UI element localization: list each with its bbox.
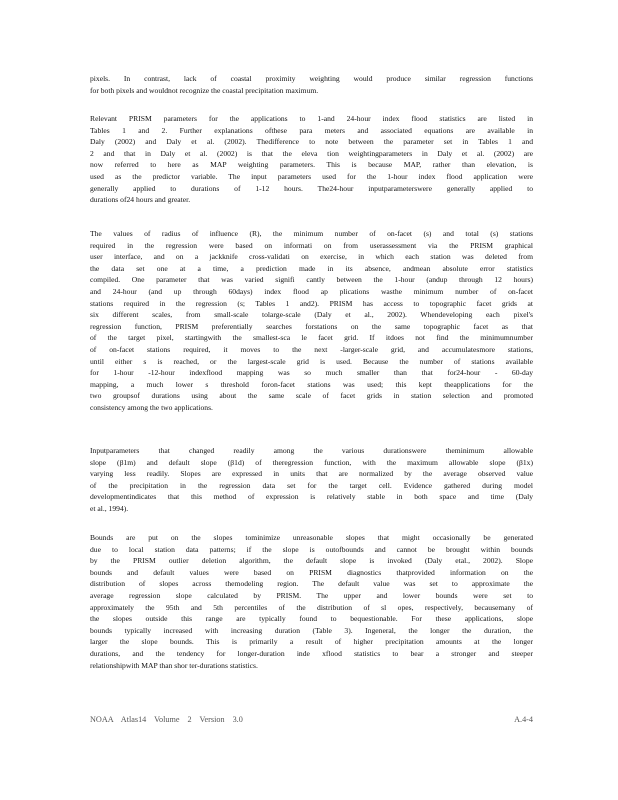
paragraph-text bbox=[90, 445, 533, 515]
text-line: the data set one at a time, a prediction made in its absence, andmean absolute error statistics bbox=[90, 263, 533, 273]
text-line: used as the predictor variable. The input parameters used for the 1-hour index flood application were bbox=[90, 171, 533, 181]
text-line: regression function, PRISM preferentially searches forstations on the same topographic facet as that bbox=[90, 321, 533, 331]
paragraph-slope-bounds bbox=[90, 532, 533, 671]
text-line: pixels. In contrast, lack of coastal proximity weighting would produce similar regression functions bbox=[90, 74, 533, 83]
paragraph-input-parameters bbox=[90, 445, 533, 515]
text-line: relationshipwith MAP than shor ter-durations statistics. bbox=[90, 660, 258, 670]
text-line: generally applied to durations of 1-12 hours. The24-hour inputparameterswere generally applied to bbox=[90, 183, 533, 193]
paragraph-text bbox=[90, 113, 533, 206]
paragraph-radius-of-influence bbox=[90, 228, 533, 414]
text-line: six different scales, from small-scale tolarge-scale (Daly et al., 2002). Whendeveloping each pixel's bbox=[90, 310, 533, 320]
text-line: slope (β1m) and default slope (β1d) of theregression function, with the maximum allowable slope (β1x) bbox=[90, 457, 533, 467]
footer-page-number: A.4-4 bbox=[514, 715, 533, 724]
text-line: The values of radius of influence (R), the minimum number of on-facet (s) and total (s) stations bbox=[90, 229, 533, 238]
text-line: required in the regression were based on informati on from userassessment via the PRISM graphical bbox=[90, 240, 533, 250]
text-line: two groupsof durations using about the same scale of facet grids in station selection and promoted bbox=[90, 391, 533, 401]
text-line: durations of24 hours and greater. bbox=[90, 195, 191, 205]
text-line: the slopes outside this range are typically found to bequestionable. For these applications, slope bbox=[90, 614, 533, 624]
text-line: now referred to here as MAP weighting parameters. This is because MAP, rather than elevation, is bbox=[90, 160, 533, 170]
text-line: for 1-hour -12-hour indexflood mapping was so much smaller than that for24-hour - 60-day bbox=[90, 368, 533, 378]
text-line: due to local station data patterns; if the slope is outofbounds and cannot be brought within bounds bbox=[90, 544, 533, 554]
text-line: by the PRISM outlier deletion algorithm, the default slope is invoked (Daly etal., 2002). Slope bbox=[90, 556, 533, 566]
text-line: durations, and the tendency for longer-duration inde xflood statistics to bear a stronger and steeper bbox=[90, 648, 533, 658]
text-line: for both pixels and wouldnot recognize the coastal precipitation maximum. bbox=[90, 85, 319, 95]
text-line: larger the slope bounds. This is primarily a result of higher precipitation amounts at the longer bbox=[90, 637, 533, 647]
text-line: bounds typically increased with increasing duration (Table 3). Ingeneral, the longer the duration, the bbox=[90, 625, 533, 635]
text-line: 2 and that in Daly et al. (2002) is that the eleva tion weightingparameters in Daly et al. (2002) are bbox=[90, 148, 533, 158]
text-line: compiled. One parameter that was varied signifi cantly between the 1-hour (andup through 12 hours) bbox=[90, 275, 533, 285]
text-line: stations required in the regression (s; Tables 1 and2). PRISM has access to topographic facet grids at bbox=[90, 298, 533, 308]
text-line: mapping, a much lower s threshold foron-facet stations was used; this kept theapplications for the bbox=[90, 379, 533, 389]
footer-document-title: NOAA Atlas14 Volume 2 Version 3.0 bbox=[90, 715, 243, 724]
text-line: Daly (2002) and Daly et al. (2002). Thedifference to note between the parameter set in Tables 1 and bbox=[90, 137, 533, 147]
text-line: Inputparameters that changed readily among the various durationswere theminimum allowable bbox=[90, 446, 533, 455]
text-line: of the target pixel, startingwith the smallest-sca le facet grid. If itdoes not find the minimumnumber bbox=[90, 333, 533, 343]
text-line: Relevant PRISM parameters for the applications to 1-and 24-hour index flood statistics are listed in bbox=[90, 114, 533, 123]
paragraph-text bbox=[90, 532, 533, 671]
text-line: of on-facet stations required, it moves to the next -larger-scale grid, and accumulatesmore stations, bbox=[90, 344, 533, 354]
text-line: and 24-hour (and up through 60days) index flood ap plications wasthe minimum number of on-facet bbox=[90, 286, 533, 296]
text-line: developmentindicates that this method of expression is relatively stable in both space and time (Daly bbox=[90, 492, 533, 502]
text-line: average regression slope calculated by PRISM. The upper and lower bounds were set to bbox=[90, 590, 533, 600]
text-line: of the precipitation in the regression data set for the target cell. Evidence gathered during model bbox=[90, 480, 533, 490]
text-line: user interface, and on a jackknife cross-validati on exercise, in which each station was deleted from bbox=[90, 252, 533, 262]
text-line: distribution of slopes across themodeling region. The default value was set to approximate the bbox=[90, 579, 533, 589]
paragraph-text bbox=[90, 73, 533, 96]
text-line: et al., 1994). bbox=[90, 503, 129, 513]
text-line: consistency among the two applications. bbox=[90, 402, 213, 412]
paragraph-text bbox=[90, 228, 533, 414]
text-line: approximately the 95th and 5th percentiles of the distribution of sl opes, respectively, becausemany of bbox=[90, 602, 533, 612]
text-line: bounds and default values were based on PRISM diagnostics thatprovided information on the bbox=[90, 567, 533, 577]
text-line: Tables 1 and 2. Further explanations ofthese para meters and associated equations are available in bbox=[90, 125, 533, 135]
text-line: until either s is reached, or the largest-scale grid is used. Because the number of stations available bbox=[90, 356, 533, 366]
paragraph-prism-parameters bbox=[90, 113, 533, 206]
paragraph-coastal-proximity bbox=[90, 73, 533, 96]
text-line: varying less readily. Slopes are expressed in units that are normalized by the average observed value bbox=[90, 469, 533, 479]
text-line: Bounds are put on the slopes tominimize unreasonable slopes that might occasionally be generated bbox=[90, 533, 533, 542]
